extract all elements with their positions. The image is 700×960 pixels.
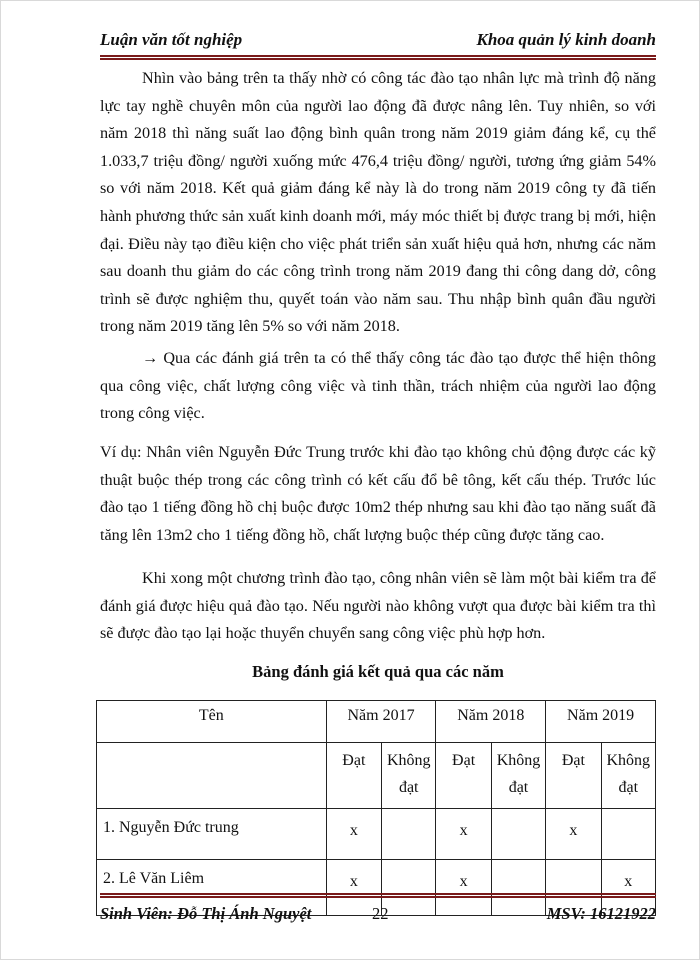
- paragraph-conclusion: → Qua các đánh giá trên ta có thể thấy công tác đào tạo được thể hiện thông qua công việc, chất lượng công việc và tinh thần, trách nhiệm của người lao động trong công việc.: [100, 349, 656, 423]
- page-footer: [100, 904, 656, 928]
- row-mark: x: [326, 809, 381, 860]
- header-year-2019: Năm 2019: [546, 701, 656, 743]
- header-thesis-title: Luận văn tốt nghiệp: [100, 30, 243, 49]
- row-mark: x: [436, 860, 491, 916]
- table-subheader-row: [97, 743, 656, 809]
- table-row: [97, 809, 656, 860]
- row-mark: [382, 809, 436, 860]
- paragraph-evaluation: Khi xong một chương trình đào tạo, công nhân viên sẽ làm một bài kiểm tra để đánh giá được hiệu quả đào tạo. Nếu người nào không vượt qua được bài kiểm tra thì sẽ được đào tạo lại hoặc thuyển chuyển sang công việc phù hợp hơn.: [100, 569, 656, 643]
- subheader-fail: Không đạt: [601, 743, 655, 809]
- table-header-row: [97, 701, 656, 743]
- row-mark: x: [436, 809, 491, 860]
- header-faculty: Khoa quản lý kinh doanh: [476, 30, 656, 49]
- subheader-fail: Không đạt: [382, 743, 436, 809]
- subheader-pass: Đạt: [326, 743, 381, 809]
- header-year-2018: Năm 2018: [436, 701, 546, 743]
- footer-student-id: MSV: 16121922: [546, 904, 656, 923]
- paragraph-productivity: Nhìn vào bảng trên ta thấy nhờ có công tác đào tạo nhân lực mà trình độ năng lực tay nghề chuyên môn của người lao động đã được nâng lên. Tuy nhiên, so với năm 2018 thì năng suất lao động bình quân trong năm 2019 giảm đáng kể, cụ thể 1.033,7 triệu đồng/ người xuống mức 476,4 triệu đồng/ người, tương ứng giảm 54% so với năm 2018. Kết quả giảm đáng kể này là do trong năm 2019 công ty đã tiến hành phương thức sản xuất kinh doanh mới, máy móc thiết bị được trang bị mới, hiện đại. Điều này tạo điều kiện cho việc phát triển sản xuất hiệu quả hơn, nhưng các năm sau doanh thu giảm do các công trình trong năm 2019 đang thi công dang dở, công trình sẽ được nghiệm thu, quyết toán vào năm sau. Thu nhập bình quân đầu người trong năm 2019 tăng lên 5% so với năm 2018.: [100, 69, 656, 336]
- row-mark: [601, 809, 655, 860]
- subheader-pass: Đạt: [436, 743, 491, 809]
- subheader-fail: Không đạt: [491, 743, 545, 809]
- row-name: 2. Lê Văn Liêm: [97, 860, 327, 916]
- footer-divider: [100, 893, 656, 898]
- subheader-pass: Đạt: [546, 743, 601, 809]
- row-mark: [491, 809, 545, 860]
- row-mark: x: [601, 860, 655, 916]
- evaluation-table: [96, 700, 656, 916]
- footer-student-name: Sinh Viên: Đỗ Thị Ánh Nguyệt: [100, 904, 312, 923]
- page-header: [100, 30, 656, 56]
- row-mark: x: [326, 860, 381, 916]
- page-number: 22: [372, 904, 389, 923]
- header-year-2017: Năm 2017: [326, 701, 436, 743]
- subheader-blank: [97, 743, 327, 809]
- header-divider: [100, 55, 656, 60]
- row-name: 1. Nguyễn Đức trung: [97, 809, 327, 860]
- table-title: Bảng đánh giá kết quả qua các năm: [252, 662, 504, 681]
- row-mark: x: [546, 809, 601, 860]
- paragraph-example: Ví dụ: Nhân viên Nguyễn Đức Trung trước khi đào tạo không chủ động được các kỹ thuật buộc thép trong các công trình có kết cấu đổ bê tông, kết cấu thép. Trước lúc đào tạo 1 tiếng đồng hồ chị buộc được 10m2 thép nhưng sau khi đào tạo năng suất đã tăng lên 13m2 cho 1 tiếng đồng hồ, chất lượng buộc thép cũng được tăng cao.: [100, 443, 656, 544]
- header-name: Tên: [97, 701, 327, 743]
